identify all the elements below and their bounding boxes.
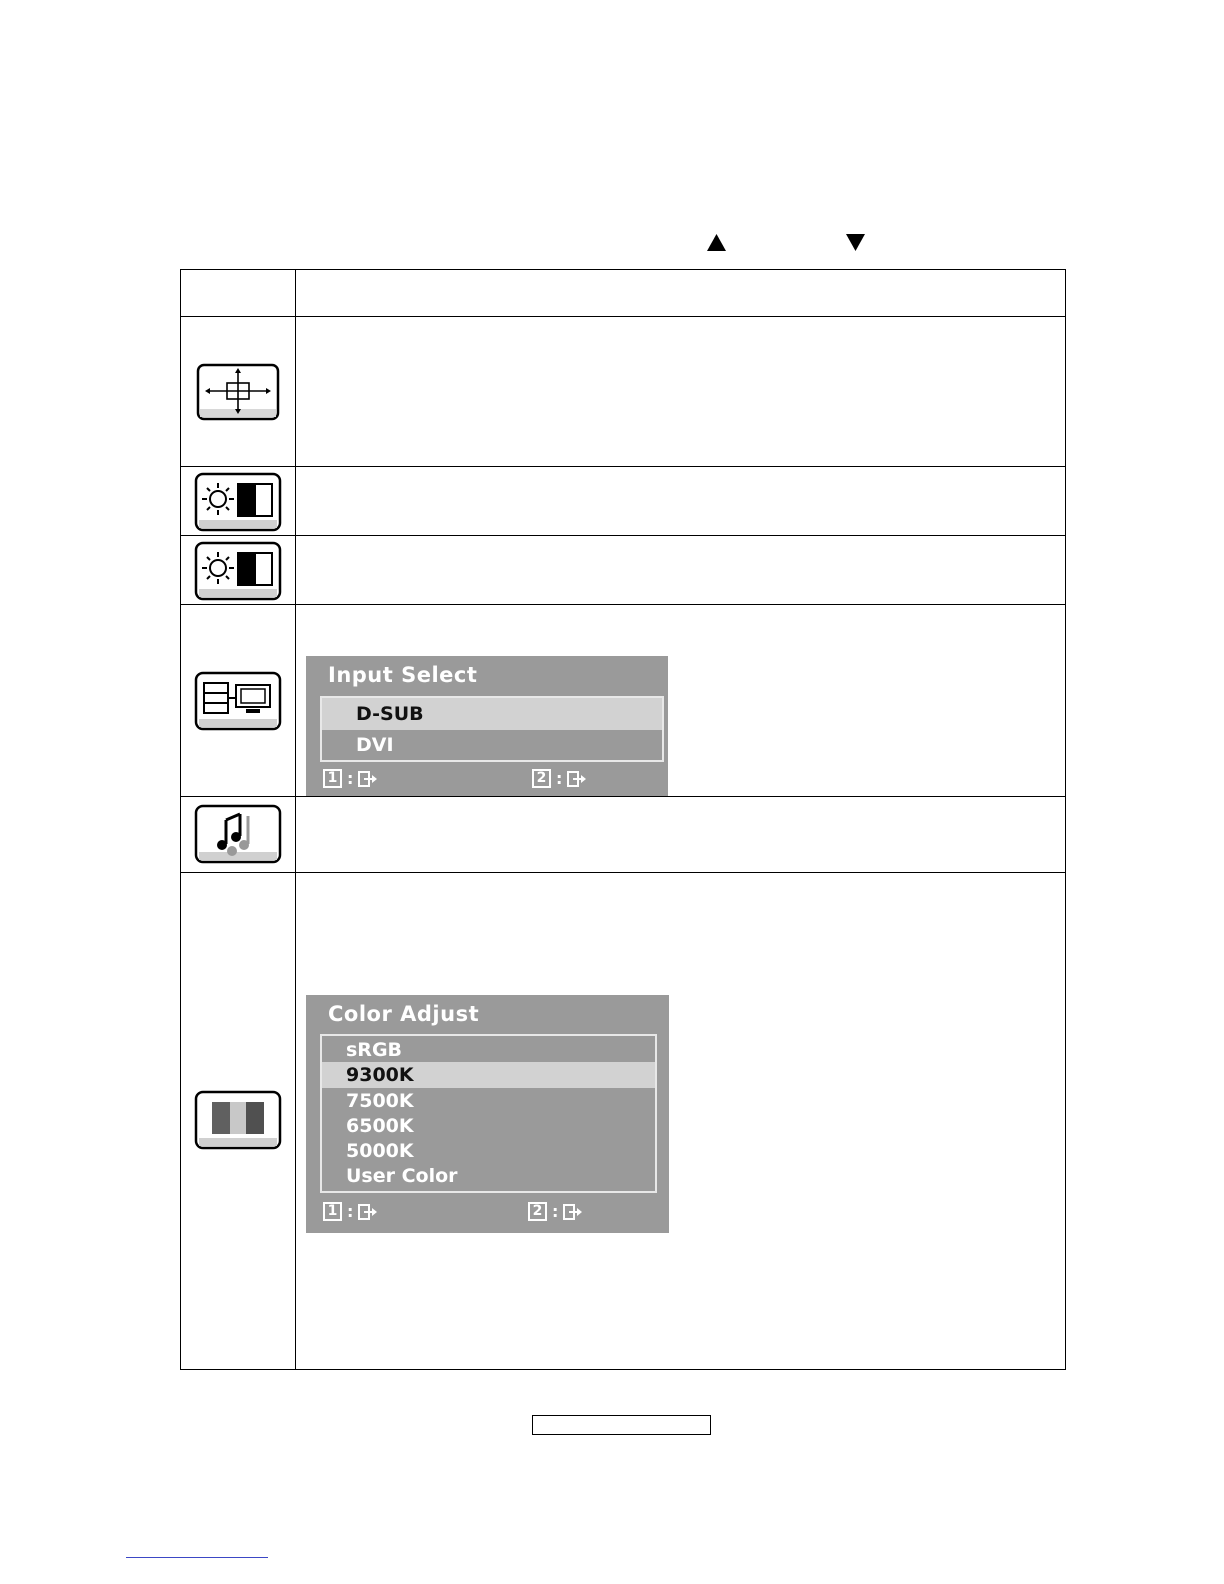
color-option-srgb[interactable]: sRGB: [346, 1039, 403, 1061]
exit-icon: [358, 770, 378, 788]
input-select-icon: [194, 671, 282, 731]
up-arrow-icon: [707, 234, 726, 251]
position-adjust-icon: [196, 363, 280, 421]
input-option-dsub[interactable]: D-SUB: [322, 698, 662, 730]
audio-adjust-icon: [194, 804, 282, 864]
color-option-9300k[interactable]: 9300K: [322, 1062, 655, 1088]
input-option-dvi[interactable]: DVI: [356, 734, 394, 756]
color-adjust-icon: [194, 1090, 282, 1150]
enter-icon: [567, 770, 587, 788]
input-options-box: [320, 696, 664, 762]
down-arrow-icon: [846, 234, 865, 251]
color-option-7500k[interactable]: 7500K: [346, 1089, 414, 1112]
color-option-6500k[interactable]: 6500K: [346, 1114, 414, 1137]
color-options-box: [320, 1034, 657, 1193]
enter-icon: [563, 1203, 583, 1221]
page-footer-box: [532, 1415, 711, 1435]
color-option-5000k[interactable]: 5000K: [346, 1139, 414, 1162]
osd-footer-key2: 2 :: [528, 1202, 583, 1221]
osd-footer-key1: 1 :: [323, 1202, 378, 1221]
osd-footer-key1: 1 :: [323, 769, 378, 788]
brightness-contrast-icon: [194, 472, 282, 532]
color-adjust-osd: [306, 995, 669, 1233]
osd-title: Input Select: [328, 663, 478, 687]
color-option-user-color[interactable]: User Color: [346, 1164, 458, 1187]
footer-link-underline[interactable]: [126, 1557, 268, 1558]
brightness-contrast-icon: [194, 541, 282, 601]
osd-footer-key2: 2 :: [532, 769, 587, 788]
osd-title: Color Adjust: [328, 1002, 480, 1026]
exit-icon: [358, 1203, 378, 1221]
input-select-osd: [306, 656, 668, 796]
